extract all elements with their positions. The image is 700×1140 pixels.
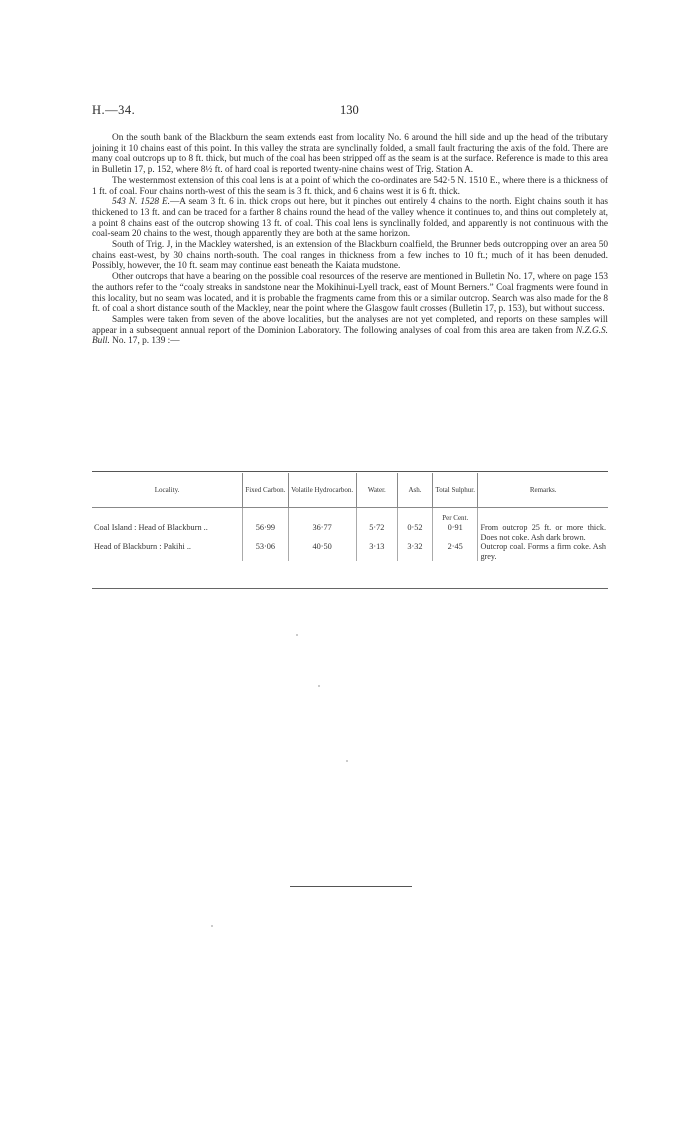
cell-volatile: 36·77 [288,514,356,542]
body-text [92,133,608,347]
scan-speck [296,634,298,636]
header-volatile: Volatile Hydrocarbon. [288,473,356,508]
cell-fixed-carbon: 56·99 [243,514,288,542]
scan-speck [346,760,348,762]
report-code: H.—34. [92,103,136,117]
table-row [92,542,608,561]
table-row [92,514,608,542]
header-remarks: Remarks. [478,473,608,508]
header-fixed-carbon: Fixed Carbon. [243,473,288,508]
table-bottom-rule [92,588,608,589]
paragraph: South of Trig. J, in the Mackley watershed, is an extension of the Blackburn coalfield, the Brunner beds outcropping over an area 50 chains east-west, by 30 chains north-south. The coal ranges in thickness from a few inches to 10 ft.; much of it has been denuded. Possibly, however, the 10 ft. seam may continue east beneath the Kaiata mudstone. [92,240,608,272]
cell-remarks: From outcrop 25 ft. or more thick. Does not coke. Ash dark brown. [478,514,608,542]
header-water: Water. [356,473,397,508]
header-sulphur: Total Sulphur. [433,473,478,508]
bulletin-reference: N.Z.G.S. Bull. [92,325,608,347]
cell-remarks: Outcrop coal. Forms a firm coke. Ash grey. [478,542,608,561]
cell-locality: Head of Blackburn : Pakihi .. [94,542,192,552]
table-top-rule [92,471,608,472]
cell-volatile: 40·50 [288,542,356,561]
table-header-row [92,473,608,508]
cell-sulphur: 2·45 [433,542,478,561]
coal-analyses-table [92,473,608,561]
coordinates-lead: 543 N. 1528 E. [112,197,170,208]
paragraph: On the south bank of the Blackburn the seam extends east from locality No. 6 around the hill side and up the head of the tributary joining it 10 chains east of this point. In this valley the strata are synclinally folded, a small fault fracturing the axis of the fold. There are many coal outcrops up to 8 ft. thick, but much of the coal has been stripped off as the seam is at the surface. Reference is made to this area in Bulletin 17, p. 152, where 8½ ft. of hard coal is reported twenty-nine chains west of Trig. Station A. [92,133,608,176]
page-header [92,103,608,119]
paragraph: The westernmost extension of this coal lens is at a point of which the co-ordinates are 542·5 N. 1510 E., where there is a thickness of 1 ft. of coal. Four chains north-west of this the seam is 3 ft. thick, and 6 chains west it is 6 ft. thick. [92,175,608,197]
cell-water: 3·13 [356,542,397,561]
cell-ash: 3·32 [397,542,432,561]
section-divider [290,886,412,887]
cell-ash: 0·52 [397,514,432,542]
page-number: 130 [340,103,359,117]
header-locality: Locality. [92,473,243,508]
per-cent-note: Per Cent. [442,514,469,522]
cell-fixed-carbon: 53·06 [243,542,288,561]
cell-locality: Coal Island : Head of Blackburn .. [94,523,208,532]
cell-water: 5·72 [356,514,397,542]
paragraph: Samples were taken from seven of the above localities, but the analyses are not yet completed, and reports on these samples will appear in a subsequent annual report of the Dominion Laboratory. The following analyses of coal from this area are taken from N.Z.G.S. Bull. No. 17, p. 139 :— [92,314,608,347]
header-ash: Ash. [397,473,432,508]
paragraph: 543 N. 1528 E.—A seam 3 ft. 6 in. thick crops out here, but it pinches out entirely 4 chains to the north. Eight chains south it has thickened to 13 ft. and can be traced for a farther 8 chains round the head of the valley whence it continues to, and thins out completely at, a point 8 chains east of the outcrop showing 13 ft. of coal. This coal lens is synclinally folded, and apparently is not continuous with the coal-seam 20 chains to the west, though apparently they are both at the same horizon. [92,197,609,240]
cell-sulphur: Per Cent. 0·91 [433,514,478,542]
scan-speck [211,925,213,927]
scan-speck [318,685,320,687]
paragraph: Other outcrops that have a bearing on the possible coal resources of the reserve are mentioned in Bulletin No. 17, where on page 153 the authors refer to the “coaly streaks in sandstone near the Mokihinui-Lyell track, east of Mount Berners.” Coal fragments were found in this locality, but no seam was located, and it is probable the fragments came from this or a similar outcrop. Search was also made for the 8 ft. of coal a short distance south of the Mackley, near the point where the Glasgow fault crosses (Bulletin 17, p. 153), but without success. [92,272,608,315]
